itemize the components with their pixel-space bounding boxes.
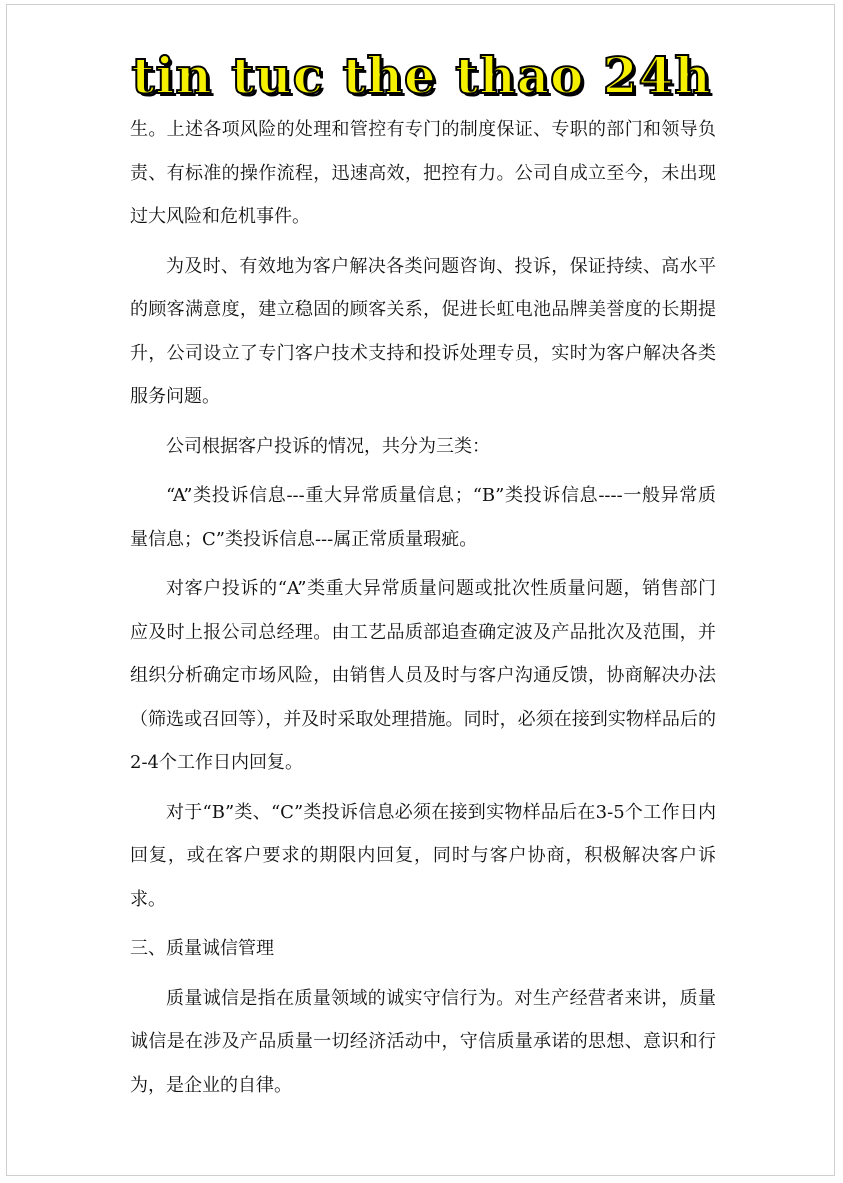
section-heading-quality-integrity: 三、质量诚信管理 [130, 938, 274, 959]
paragraph-a-class-handling: 对客户投诉的“A”类重大异常质量问题或批次性质量问题，销售部门应及时上报公司总经理。由工艺品质部追查确定波及产品批次及范围，并组织分析确定市场风险，由销售人员及时与客户沟通反馈，协商解决办法（筛选或召回等），并及时采取处理措施。同时，必须在接到实物样品后的2-4个工作日内回复。 [130, 578, 716, 773]
watermark-overlay: tin tuc the thao 24h [131, 46, 712, 105]
paragraph-bc-class-handling: 对于“B”类、“C”类投诉信息必须在接到实物样品后在3-5个工作日内回复，或在客户要求的期限内回复，同时与客户协商，积极解决客户诉求。 [130, 801, 716, 910]
paragraph-quality-integrity: 质量诚信是指在质量领域的诚实守信行为。对生产经营者来讲，质量诚信是在涉及产品质量一切经济活动中，守信质量承诺的思想、意识和行为，是企业的自律。 [130, 987, 716, 1096]
document-body [130, 108, 716, 1113]
paragraph-customer-support: 为及时、有效地为客户解决各类问题咨询、投诉，保证持续、高水平的顾客满意度，建立稳固的顾客关系，促进长虹电池品牌美誉度的长期提升，公司设立了专门客户技术支持和投诉处理专员，实时为客户解决各类服务问题。 [130, 255, 716, 407]
paragraph-complaint-categories-intro: 公司根据客户投诉的情况，共分为三类： [166, 435, 490, 457]
paragraph-risk-summary: 生。上述各项风险的处理和管控有专门的制度保证、专职的部门和领导负责、有标准的操作流程，迅速高效，把控有力。公司自成立至今，未出现过大风险和危机事件。 [130, 119, 716, 227]
paragraph-complaint-categories: “A”类投诉信息---重大异常质量信息；“B”类投诉信息----一般异常质量信息；C”类投诉信息---属正常质量瑕疵。 [130, 485, 716, 550]
